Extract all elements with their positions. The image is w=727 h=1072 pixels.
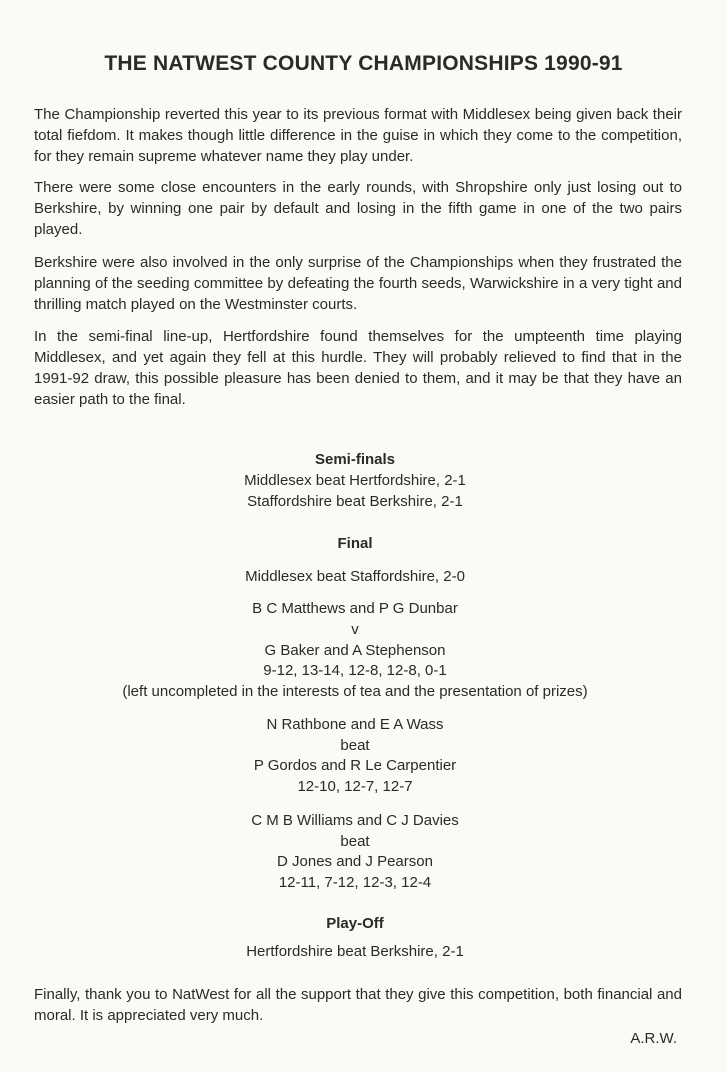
match1-pair-b: G Baker and A Stephenson	[264, 642, 446, 659]
match2-scores: 12-10, 12-7, 12-7	[297, 778, 413, 795]
semi-final-result-2: Staffordshire beat Berkshire, 2-1	[247, 493, 463, 510]
paragraph-4: In the semi-final line-up, Hertfordshire found themselves for the umpteenth time playing Middlesex, and yet again they fell at this hurdle. They will probably relieved to find that in the 1991-92 draw, this possible pleasure has been denied to them, and it may be that they have an easier path to the final.	[34, 328, 682, 408]
match3-separator: beat	[340, 833, 370, 850]
match3-scores: 12-11, 7-12, 12-3, 12-4	[278, 874, 432, 891]
match1-separator: v	[351, 621, 359, 638]
match1-note: (left uncompleted in the interests of tea and the presentation of prizes)	[122, 683, 588, 700]
match2-pair-a: N Rathbone and E A Wass	[266, 716, 444, 733]
match2-pair-b: P Gordos and R Le Carpentier	[253, 757, 457, 774]
play-off-result: Hertfordshire beat Berkshire, 2-1	[246, 943, 464, 960]
semi-final-result-1: Middlesex beat Hertfordshire, 2-1	[244, 472, 466, 489]
paragraph-1: The Championship reverted this year to its previous format with Middlesex being given back their total fiefdom. It makes though little difference in the guise in which they come to the competition, for they remain supreme whatever name they play under.	[34, 106, 682, 165]
paragraph-3: Berkshire were also involved in the only surprise of the Championships when they frustrated the planning of the seeding committee by defeating the fourth seeds, Warwickshire in a very tight and thrilling match played on the Westminster courts.	[34, 254, 682, 313]
match1-pair-a: B C Matthews and P G Dunbar	[252, 600, 458, 617]
match2-separator: beat	[340, 737, 370, 754]
closing-paragraph: Finally, thank you to NatWest for all the support that they give this competition, both financial and moral. It is appreciated very much.	[34, 986, 682, 1024]
page-title: THE NATWEST COUNTY CHAMPIONSHIPS 1990-91	[104, 52, 623, 75]
match3-pair-a: C M B Williams and C J Davies	[251, 812, 459, 829]
final-result: Middlesex beat Staffordshire, 2-0	[245, 568, 465, 585]
play-off-heading: Play-Off	[326, 915, 384, 932]
semi-finals-heading: Semi-finals	[314, 451, 396, 468]
match3-pair-b: D Jones and J Pearson	[277, 853, 433, 870]
final-heading: Final	[337, 535, 373, 552]
match1-scores: 9-12, 13-14, 12-8, 12-8, 0-1	[263, 662, 447, 679]
paragraph-2: There were some close encounters in the early rounds, with Shropshire only just losing out to Berkshire, by winning one pair by default and losing in the fifth game in one of the two pairs played.	[34, 179, 682, 238]
signature: A.R.W.	[630, 1030, 677, 1047]
